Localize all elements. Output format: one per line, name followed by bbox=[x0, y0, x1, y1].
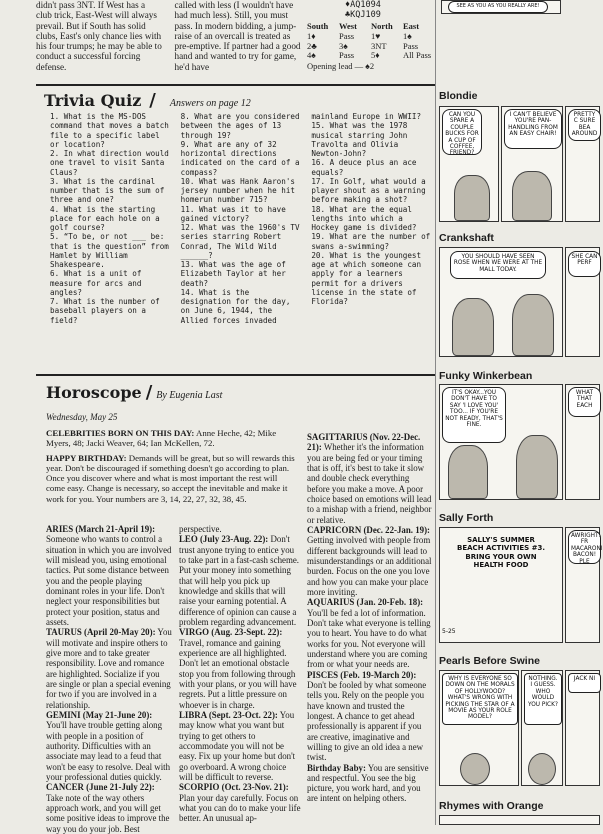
sign-text: Take note of the way others approach work, and you will get some positive ideas to improve the way you do your job. Best bbox=[46, 792, 170, 834]
comic-panel bbox=[439, 106, 499, 222]
sign-label: VIRGO (Aug. 23-Sept. 22): bbox=[179, 627, 283, 638]
trivia-question: 16. A deuce plus an ace equals? bbox=[311, 158, 417, 177]
trivia-question: 17. In Golf, what would a player shout as a warning before making a shot? bbox=[311, 176, 426, 205]
trivia-header bbox=[44, 90, 251, 111]
bid-cell: All Pass bbox=[403, 50, 432, 61]
strip-title-crankshaft: Crankshaft bbox=[439, 232, 494, 244]
birthday-label: HAPPY BIRTHDAY: bbox=[46, 452, 127, 463]
sign-label: CANCER (June 21-July 22): bbox=[46, 782, 155, 793]
bid-cell: 1♦ bbox=[307, 30, 316, 41]
sign-leo bbox=[179, 534, 301, 627]
sign-label: LEO (July 23-Aug. 22): bbox=[179, 534, 269, 545]
sign-text: Someone who wants to control a situation in which you are involved will mislead you, using emotional tactics. Put some distance between you and the people playing dominant roles in your life. Don't neglect your responsibilities but protect your position, status and assets. bbox=[46, 534, 172, 627]
horoscope-date: Wednesday, May 25 bbox=[46, 412, 118, 422]
bidding-header-cell: West bbox=[339, 21, 357, 31]
speech-bubble: CAN YOU SPARE A COUPLE BUCKS FOR A CUP OF COFFEE, FRIEND? bbox=[442, 109, 482, 155]
sign-cancer bbox=[46, 782, 172, 834]
bridge-column-text bbox=[36, 0, 301, 82]
trivia-column-2 bbox=[181, 112, 302, 325]
bidding-row bbox=[307, 51, 435, 61]
trivia-column-1 bbox=[50, 112, 171, 325]
comic-panel bbox=[565, 384, 600, 500]
trivia-subtitle: Answers on page 12 bbox=[169, 98, 251, 109]
trivia-question: 5. “To be, or not ___ be: that is the question” from Hamlet by William Shakespeare. bbox=[50, 232, 169, 269]
comic-panel bbox=[439, 384, 563, 500]
speech-bubble: WHY IS EVERYONE SO DOWN ON THE MORALS OF HOLLYWOOD? WHAT'S WRONG WITH PICKING THE STAR OF A MOVIE AS YOUR ROLE MODEL? bbox=[442, 673, 518, 725]
trivia-title: Trivia Quiz bbox=[44, 91, 142, 110]
sign-taurus bbox=[46, 627, 172, 710]
sign-text: Travel, romance and gaining experience are all highlighted. Don't let an emotional obstacle stop you from following through with your plans, or you will have regrets. Put a little pressure on whoever is in charge. bbox=[179, 637, 297, 710]
trivia-column-3 bbox=[311, 112, 432, 325]
trivia-question: 13. What was the age of Elizabeth Taylor at her death? bbox=[180, 260, 286, 288]
character-figure bbox=[452, 298, 494, 356]
comic-panel bbox=[521, 670, 563, 786]
character-figure bbox=[512, 294, 554, 356]
trivia-question: 20. What is the youngest age at which someone can apply for a learners permit for a drivers license in the state of Florida? bbox=[311, 250, 422, 306]
horoscope-column-2 bbox=[179, 524, 301, 824]
bid-cell: Pass bbox=[403, 40, 419, 51]
horoscope-intro bbox=[46, 428, 296, 508]
sign-text: Plan your day carefully. Focus on what you can do to make your life better. An unusual ap- bbox=[179, 792, 301, 824]
sign-capricorn bbox=[307, 525, 433, 597]
trivia-question: 10. What was Hank Aaron's jersey number when he hit homerun number 715? bbox=[180, 176, 295, 205]
bid-cell: 3♠ bbox=[339, 40, 348, 51]
sign-text: Don't be fooled by what someone tells you. Rely on the people you have known and trusted the longest. A chance to get ahead professionally is apparent if you are creative, imaginative and willing to give an old idea a new twist. bbox=[307, 679, 427, 763]
sign-text: Getting involved with people from different backgrounds will lead to misunderstandings or an additional burden. Focus on the one you love and how you can make your place more inviting. bbox=[307, 535, 432, 597]
sign-label: PISCES (Feb. 19-March 20): bbox=[307, 669, 417, 680]
comic-panel bbox=[501, 106, 563, 222]
birthday-paragraph bbox=[46, 453, 296, 504]
sign-text: You are sensitive and respectful. You see the big picture, you work hard, and you are intent on helping others. bbox=[307, 762, 429, 804]
trivia-questions bbox=[50, 112, 432, 325]
trivia-question: mainland Europe in WWII? bbox=[311, 112, 422, 121]
bid-cell: 2♣ bbox=[307, 40, 317, 51]
sign-text: Don't trust anyone trying to entice you to take part in a fast-cash scheme. Put your money into something that will help you pick up knowledge and skills that will raise your earning potential. A difference of opinion can cause a problem regarding advancement. bbox=[179, 534, 300, 627]
celebs-text: Anne Heche, 42; Mike Myers, 48; Jacki Weaver, 64; Ian McKellen, 72. bbox=[46, 428, 277, 449]
horoscope-column-1 bbox=[46, 524, 172, 834]
trivia-question: 1. What is the MS-DOS command that moves a batch file to a specific label or location? bbox=[50, 112, 169, 149]
strip-title-rhymes-with-orange: Rhymes with Orange bbox=[439, 800, 544, 812]
trivia-question: 4. What is the starting place for each hole on a golf course? bbox=[50, 204, 160, 232]
speech-bubble: I CAN'T BELIEVE YOU'RE PAN-HANDLING FROM AN EASY CHAIR! bbox=[504, 109, 562, 149]
bidding-table bbox=[307, 22, 435, 72]
bridge-text-col2: called with less (I wouldn't have had much less). Still, you must pass. In modern bidding, a jump-raise of an overcall is treated as pre-emptive. If partner had a good hand and wanted to try for game, he'd have bbox=[174, 0, 301, 72]
trivia-question: 8. What are you considered between the ages of 13 through 19? bbox=[180, 112, 300, 140]
strip-title-funky-winkerbean: Funky Winkerbean bbox=[439, 370, 533, 382]
trivia-question: 12. What was the 1960's TV series starring Robert Conrad, The Wild Wild ______? bbox=[180, 223, 300, 260]
trivia-question: 3. What is the cardinal number that is the sum of three and one? bbox=[50, 176, 165, 205]
horoscope-title: Horoscope bbox=[46, 383, 142, 402]
sign-label: GEMINI (May 21-June 20): bbox=[46, 709, 153, 720]
celebs-paragraph bbox=[46, 428, 296, 449]
speech-bubble: IT'S OKAY...YOU DON'T HAVE TO SAY 'I LOVE YOU' TOO... IF YOU'RE NOT READY, THAT'S FINE. bbox=[442, 387, 506, 443]
comics-column bbox=[437, 0, 603, 825]
bridge-text-col1: didn't pass 3NT. If West has a club trick, East-West will always prevail. But if South has solid clubs, East's only chance lies with his four trumps; he may be able to conduct a successful forcing defense. bbox=[36, 0, 162, 72]
comic-panel bbox=[439, 247, 563, 357]
character-figure bbox=[460, 753, 490, 785]
comic-panel bbox=[439, 527, 563, 643]
character-figure bbox=[454, 175, 490, 221]
sign-virgo bbox=[179, 627, 301, 710]
speech-bubble: SEE AS YOU AS YOU REALLY ARE! bbox=[448, 1, 548, 13]
character-figure bbox=[516, 435, 558, 499]
sign-label: AQUARIUS (Jan. 20-Feb. 18): bbox=[307, 597, 424, 608]
comic-panel bbox=[565, 106, 600, 222]
trivia-question: 7. What is the number of baseball players on a field? bbox=[50, 297, 160, 325]
speech-bubble: WHAT THAT EACH bbox=[568, 387, 601, 417]
horoscope-column-3 bbox=[307, 432, 433, 824]
sign-text: You may know what you want but trying to get others to accommodate you will not be easy. Fix up your home but don't go overboard. A wrong choice will be difficult to reverse. bbox=[179, 709, 296, 782]
sign-scorpio bbox=[179, 782, 301, 823]
comic-panel bbox=[565, 247, 600, 357]
sign-libra bbox=[179, 710, 301, 782]
sign-text: You'll be fed a lot of information. Don't take what everyone is telling you to heart. You have to do what works for you. Not everyone will understand where you are coming from or what your needs are. bbox=[307, 607, 431, 670]
sign-label: SCORPIO (Oct. 23-Nov. 21): bbox=[179, 782, 289, 793]
hand-diamonds: ♦AQ1094 bbox=[345, 0, 381, 10]
character-figure bbox=[528, 753, 556, 785]
bid-cell: 3NT bbox=[371, 40, 387, 51]
speech-bubble: YOU SHOULD HAVE SEEN ROSE WHEN WE WERE AT THE MALL TODAY. bbox=[450, 251, 546, 279]
sign-aquarius bbox=[307, 597, 433, 669]
trivia-question: 2. In what direction would one travel to visit Santa Claus? bbox=[50, 149, 169, 177]
sign-text: You'll have trouble getting along with people in a position of authority. Difficulties with an associate may lead to a feud that won't be easy to resolve. Deal with your professional duties quickly. bbox=[46, 720, 171, 782]
bid-cell: 1♠ bbox=[403, 30, 412, 41]
birthday-baby bbox=[307, 763, 433, 804]
comic-panel bbox=[565, 670, 600, 786]
sign-text: Whether it's the information you are being fed or your timing that is off, it's best to take it slow and double check everything before you make a move. A poor choice based on emotions will lead to a mishap with a friend, neighbor or relative. bbox=[307, 442, 432, 525]
speech-bubble: PRETTY C SURE BEA AROUND bbox=[568, 109, 601, 141]
comic-panel bbox=[439, 670, 519, 786]
bid-cell: 5♦ bbox=[371, 50, 380, 61]
strip-title-pearls-before-swine: Pearls Before Swine bbox=[439, 655, 540, 667]
sign-label: ARIES (March 21-April 19): bbox=[46, 524, 156, 534]
comic-panel bbox=[441, 0, 561, 14]
continued-text: perspective. bbox=[179, 524, 222, 534]
birthday-text: Demands will be great, but so will rewards this year. Don't be discouraged if something doesn't go according to plan. Once you discover where and what is most important the rest will come easy. Change is necessary, so accept the inevitable and make it work for you. Your numbers are 3, 14, 22, 27, 32, 38, 45. bbox=[46, 452, 295, 504]
bid-cell: Pass bbox=[339, 30, 355, 41]
title-slash: / bbox=[145, 382, 153, 403]
sign-gemini bbox=[46, 710, 172, 782]
speech-bubble: JACK NI bbox=[568, 673, 601, 693]
sign-text: You will motivate and inspire others to give more and to take greater responsibility. Love and romance are highlighted. Socialize if you are single or plan a special evening for two if you are involved in a relationship. bbox=[46, 627, 172, 710]
character-figure bbox=[512, 171, 552, 221]
trivia-question: 9. What are any of 32 horizontal directions indicated on the card of a compass? bbox=[180, 139, 300, 177]
trivia-question: 14. What is the designation for the day, on June 6, 1944, the Allied forces invaded bbox=[180, 287, 291, 325]
sign-label: CAPRICORN (Dec. 22-Jan. 19): bbox=[307, 524, 430, 535]
opening-lead: Opening lead — ♠2 bbox=[307, 61, 375, 72]
comic-panel bbox=[565, 527, 603, 643]
trivia-question: 15. What was the 1978 musical starring John Travolta and Olivia Newton-John? bbox=[311, 121, 408, 158]
bid-cell: Pass bbox=[339, 50, 355, 61]
speech-bubble: SHE CAN PERF bbox=[568, 251, 601, 277]
section-divider bbox=[36, 84, 436, 86]
sign-aries bbox=[46, 524, 172, 627]
trivia-question: 6. What is a unit of measure for arcs and angles? bbox=[50, 269, 142, 297]
strip-title-blondie: Blondie bbox=[439, 90, 478, 102]
sign-pisces bbox=[307, 670, 433, 763]
column-rule bbox=[435, 0, 436, 825]
trivia-question: 18. What are the equal lengths into which a Hockey game is divided? bbox=[311, 204, 417, 232]
section-divider bbox=[36, 374, 436, 376]
trivia-question: 19. What are the number of swans a-swimming? bbox=[311, 232, 431, 251]
character-figure bbox=[448, 445, 488, 499]
hand-clubs: ♣KQJ109 bbox=[345, 10, 381, 21]
sign-label: Birthday Baby: bbox=[307, 762, 366, 773]
bidding-header-cell: South bbox=[307, 21, 329, 31]
bid-cell: 4♠ bbox=[307, 50, 316, 61]
horoscope-header bbox=[46, 382, 222, 403]
bidding-header-cell: East bbox=[403, 21, 420, 31]
bridge-hand bbox=[307, 0, 437, 20]
sign-sagittarius bbox=[307, 432, 433, 525]
sally-caption: SALLY'S SUMMER BEACH ACTIVITIES #3. BRING YOUR OWN HEALTH FOOD bbox=[457, 536, 545, 570]
speech-bubble: AWRIGHT! FR MACARONI BACON! PLE bbox=[568, 530, 601, 564]
speech-bubble: NOTHING. I GUESS. WHO WOULD YOU PICK? bbox=[524, 673, 562, 725]
sign-label: TAURUS (April 20-May 20): bbox=[46, 627, 156, 638]
strip-date: 5-25 bbox=[442, 628, 456, 635]
bid-cell: 1♥ bbox=[371, 30, 381, 41]
sign-label: SAGITTARIUS (Nov. 22-Dec. 21): bbox=[307, 432, 421, 453]
trivia-question: 11. What was it to have gained victory? bbox=[180, 204, 286, 223]
comic-panel bbox=[439, 815, 600, 825]
title-slash: / bbox=[149, 90, 156, 111]
horoscope-byline: By Eugenia Last bbox=[156, 390, 223, 401]
sign-label: LIBRA (Sept. 23-Oct. 22): bbox=[179, 709, 278, 720]
bidding-header-cell: North bbox=[371, 21, 393, 31]
strip-title-sally-forth: Sally Forth bbox=[439, 512, 494, 524]
celebs-label: CELEBRITIES BORN ON THIS DAY: bbox=[46, 428, 195, 438]
